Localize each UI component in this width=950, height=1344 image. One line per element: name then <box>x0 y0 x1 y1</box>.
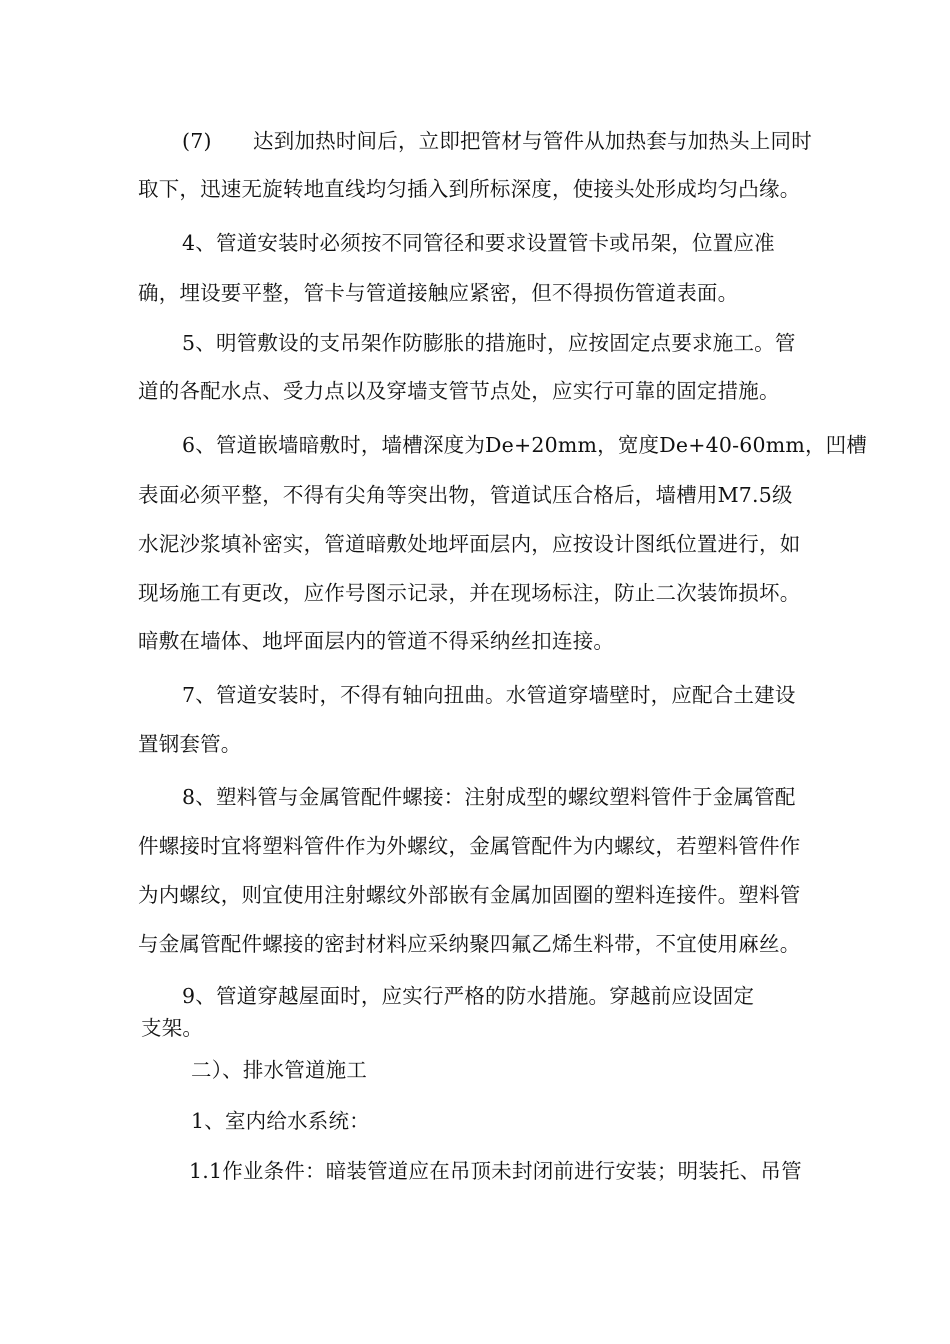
subsection-heading: 1、室内给水系统： <box>191 1109 370 1133</box>
section-heading: 二）、排水管道施工 <box>191 1058 368 1082</box>
text-line: 取下，迅速无旋转地直线均匀插入到所标深度，使接头处形成均匀凸缘。 <box>138 177 801 201</box>
text-line: 为内螺纹，则宜使用注射螺纹外部嵌有金属加固圈的塑料连接件。塑料管 <box>138 883 801 907</box>
text-line: 现场施工有更改，应作号图示记录，并在现场标注，防止二次装饰损坏。 <box>138 581 801 605</box>
text-line: 8、塑料管与金属管配件螺接：注射成型的螺纹塑料管件于金属管配 <box>182 785 796 809</box>
text-line: (7) 达到加热时间后，立即把管材与管件从加热套与加热头上同时 <box>182 129 812 153</box>
text-line: 5、明管敷设的支吊架作防膨胀的措施时，应按固定点要求施工。管 <box>182 331 796 355</box>
text-line: 7、管道安装时，不得有轴向扭曲。水管道穿墙壁时，应配合土建设 <box>182 683 796 707</box>
text-line: 表面必须平整，不得有尖角等突出物，管道试压合格后，墙槽用M7.5级 <box>138 483 793 507</box>
text-line: 1.1作业条件：暗装管道应在吊顶未封闭前进行安装；明装托、吊管 <box>189 1159 802 1183</box>
text-line: 6、管道嵌墙暗敷时，墙槽深度为De+20mm，宽度De+40-60mm，凹槽 <box>182 433 868 457</box>
text-line: 4、管道安装时必须按不同管径和要求设置管卡或吊架，位置应准 <box>182 231 775 255</box>
text-line: 支架。 <box>141 1016 204 1040</box>
text-line: 水泥沙浆填补密实，管道暗敷处地坪面层内，应按设计图纸位置进行，如 <box>138 532 801 556</box>
text-line: 件螺接时宜将塑料管件作为外螺纹，金属管配件为内螺纹，若塑料管件作 <box>138 834 801 858</box>
text-line: 道的各配水点、受力点以及穿墙支管节点处，应实行可靠的固定措施。 <box>138 379 780 403</box>
text-line: 确，埋设要平整，管卡与管道接触应紧密，但不得损伤管道表面。 <box>138 281 739 305</box>
text-line: 暗敷在墙体、地坪面层内的管道不得采纳丝扣连接。 <box>138 629 615 653</box>
text-line: 与金属管配件螺接的密封材料应采纳聚四氟乙烯生料带，不宜使用麻丝。 <box>138 932 801 956</box>
text-line: 置钢套管。 <box>138 732 242 756</box>
text-line: 9、管道穿越屋面时，应实行严格的防水措施。穿越前应设固定 <box>182 984 755 1008</box>
